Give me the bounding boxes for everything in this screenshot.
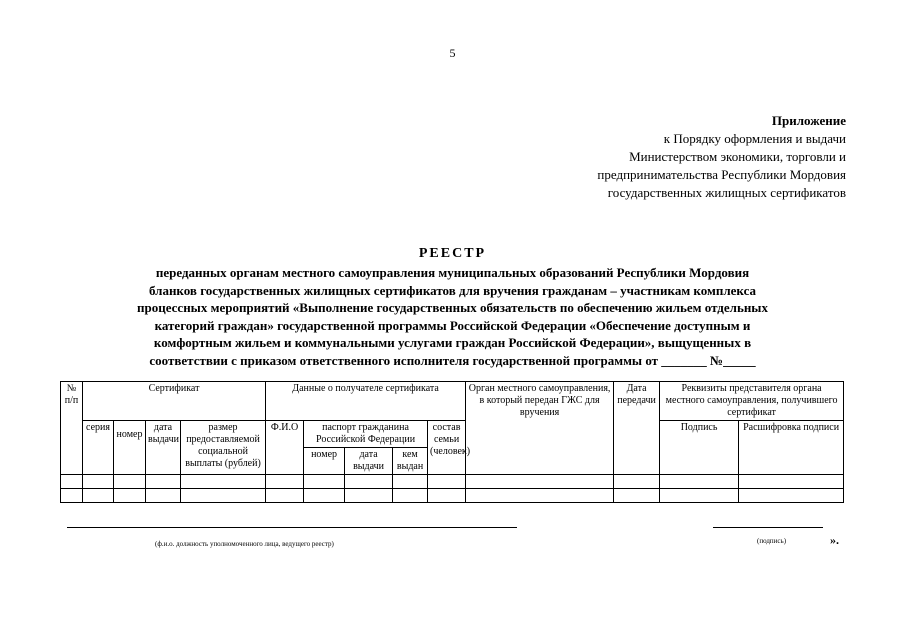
- header-requisites: Реквизиты представителя органа местного самоуправления, получившего сертификат: [660, 382, 844, 421]
- document-title: РЕЕСТР: [418, 246, 487, 261]
- table-header-row: [61, 382, 844, 421]
- header-authority: Орган местного самоуправления, в который передан ГЖС для вручения: [466, 382, 614, 475]
- header-issue-date: дата выдачи: [146, 421, 181, 475]
- signature-line: [713, 527, 823, 528]
- page-number: 5: [449, 46, 456, 60]
- registry-table: [60, 381, 844, 503]
- header-family: состав семьи (человек): [428, 421, 466, 475]
- appendix-line: предпринимательства Республики Мордовия: [597, 167, 846, 182]
- closing-quote: ».: [830, 533, 839, 547]
- header-series: серия: [83, 421, 114, 475]
- subtitle-line: категорий граждан» государственной программы Российской Федерации «Обеспечение доступным и: [154, 317, 751, 333]
- header-signature: Подпись: [660, 421, 739, 475]
- header-decoding: Расшифровка подписи: [739, 421, 844, 475]
- subtitle-line: соответствии с приказом ответственного исполнителя государственной программы от _______ №_____: [149, 352, 756, 368]
- subtitle-line: переданных органам местного самоуправления муниципальных образований Республики Мордовия: [155, 265, 750, 280]
- header-fio: Ф.И.О: [266, 421, 304, 475]
- header-recipient: Данные о получателе сертификата: [266, 382, 466, 421]
- document-subtitle: [80, 264, 825, 369]
- name-caption: (ф.и.о. должность уполномоченного лица, ведущего реестр): [155, 540, 334, 548]
- header-num: № п/п: [61, 382, 83, 475]
- header-passport-date: дата выдачи: [345, 448, 393, 475]
- header-passport: паспорт гражданина Российской Федерации: [304, 421, 428, 448]
- signature-caption: (подпись): [757, 537, 787, 545]
- subtitle-line: процессных мероприятий «Выполнение государственных обязательств по обеспечению жильем отдельных: [137, 300, 768, 315]
- header-cert-number: номер: [114, 421, 146, 475]
- table-subheader-row: [61, 421, 844, 448]
- appendix-line: Министерством экономики, торговли и: [629, 149, 846, 164]
- table-row: [61, 475, 844, 489]
- appendix-line: государственных жилищных сертификатов: [607, 185, 846, 200]
- header-certificate: Сертификат: [83, 382, 266, 421]
- name-signature-line: [67, 527, 517, 528]
- appendix-block: [597, 112, 846, 202]
- appendix-line: к Порядку оформления и выдачи: [663, 131, 846, 146]
- appendix-heading: Приложение: [771, 113, 846, 128]
- header-passport-number: номер: [304, 448, 345, 475]
- subtitle-line: бланков государственных жилищных сертификатов для вручения гражданам – участникам комплекса: [148, 282, 757, 298]
- table-row: [61, 489, 844, 503]
- subtitle-line: комфортным жильем и коммунальными услугами граждан Российской Федерации», выщущенных в: [153, 335, 752, 350]
- header-passport-issuer: кем выдан: [393, 448, 428, 475]
- header-date: Дата передачи: [614, 382, 660, 475]
- header-amount: размер предоставляемой социальной выплаты (рублей): [181, 421, 266, 475]
